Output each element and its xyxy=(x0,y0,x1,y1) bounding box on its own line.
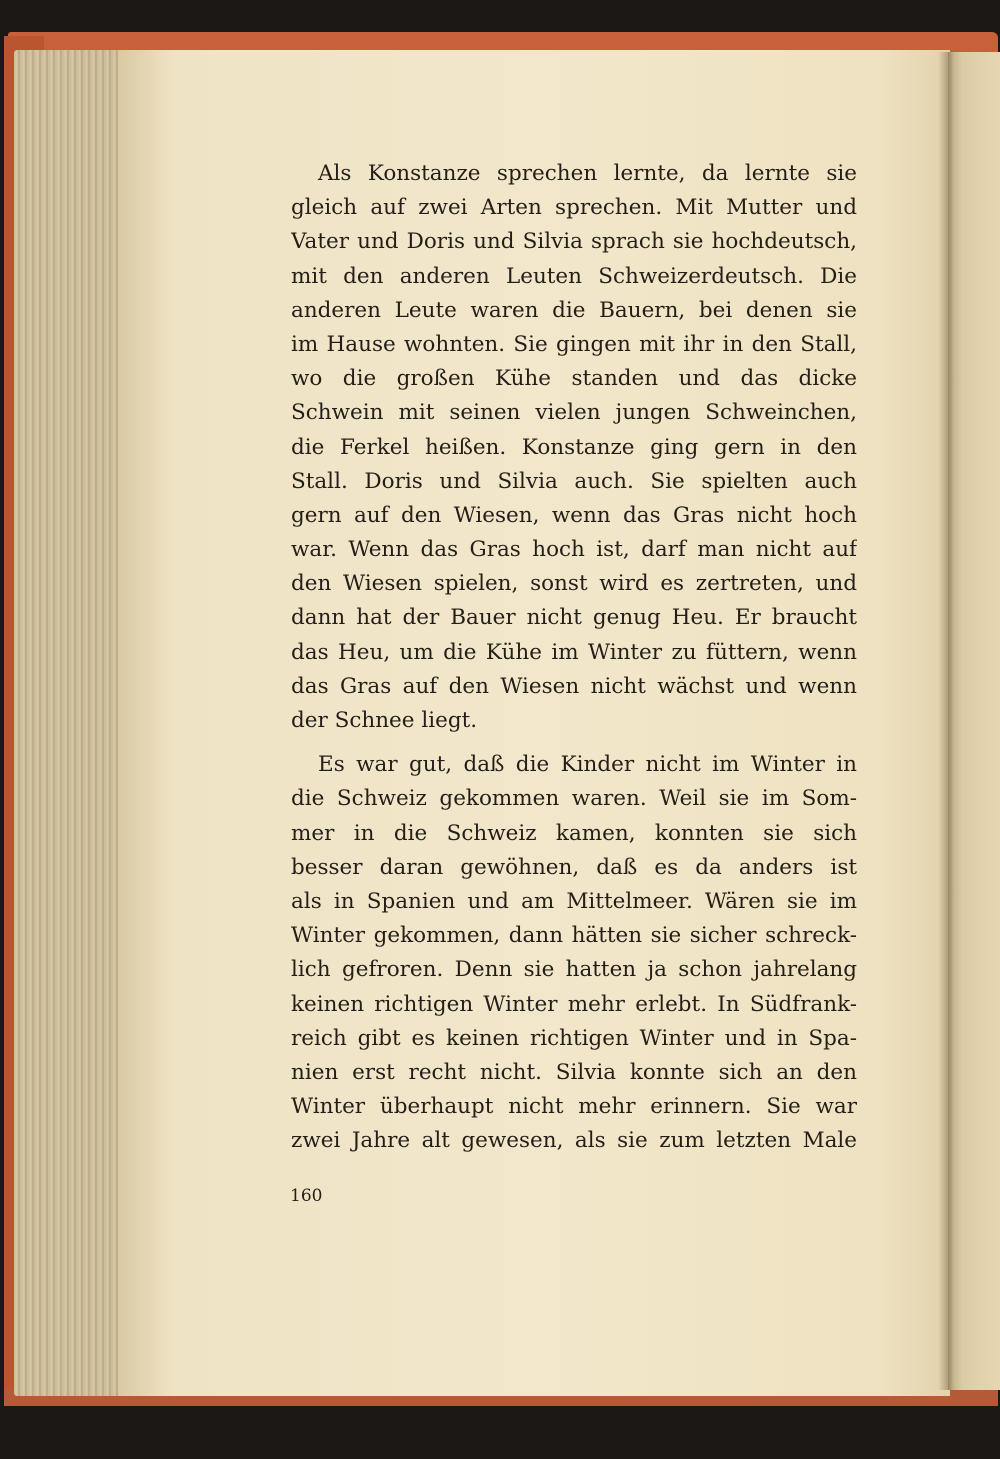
text-line: Es war gut, daß die Kinder nicht im Winter in xyxy=(318,752,857,778)
book-gutter xyxy=(938,52,954,1390)
text-line: mit den anderen Leuten Schweizerdeutsch. Die xyxy=(291,263,857,289)
facing-page-edge xyxy=(948,52,1000,1390)
text-line: gern auf den Wiesen, wenn das Gras nicht hoch xyxy=(291,502,857,528)
text-line: besser daran gewöhnen, daß es da anders ist xyxy=(291,854,857,880)
text-line: Vater und Doris und Silvia sprach sie hochdeutsch, xyxy=(291,229,857,255)
text-line: als in Spanien und am Mittelmeer. Wären sie im xyxy=(291,888,857,914)
text-line: der Schnee liegt. xyxy=(291,708,478,733)
text-line: Schwein mit seinen vielen jungen Schweinchen, xyxy=(291,400,857,426)
text-line: Als Konstanze sprechen lernte, da lernte sie xyxy=(318,161,857,186)
text-line: den Wiesen spielen, sonst wird es zertreten, und xyxy=(291,571,857,597)
text-line: dann hat der Bauer nicht genug Heu. Er braucht xyxy=(291,605,857,631)
text-line: die Ferkel heißen. Konstanze ging gern in den xyxy=(291,434,857,460)
text-line: anderen Leute waren die Bauern, bei denen sie xyxy=(291,297,857,323)
page-edges xyxy=(14,50,126,1396)
text-line: Stall. Doris und Silvia auch. Sie spielten auch xyxy=(291,468,857,494)
text-line: das Heu, um die Kühe im Winter zu füttern, wenn xyxy=(291,639,857,665)
text-line: gleich auf zwei Arten sprechen. Mit Mutter und xyxy=(291,195,857,221)
text-line: mer in die Schweiz kamen, konnten sie sich xyxy=(291,820,857,846)
text-line: die Schweiz gekommen waren. Weil sie im Som- xyxy=(291,786,857,812)
page-number: 160 xyxy=(290,1186,323,1206)
text-line: wo die großen Kühe standen und das dicke xyxy=(291,366,857,392)
text-line: keinen richtigen Winter mehr erlebt. In Südfrank- xyxy=(291,991,857,1017)
paragraph-1 xyxy=(291,157,857,738)
text-line: reich gibt es keinen richtigen Winter und in Spa- xyxy=(291,1025,857,1051)
text-line: Winter gekommen, dann hätten sie sicher schreck- xyxy=(291,923,857,949)
text-line: im Hause wohnten. Sie gingen mit ihr in den Stall, xyxy=(291,331,857,357)
text-line: lich gefroren. Denn sie hatten ja schon jahrelang xyxy=(291,957,857,983)
page-text xyxy=(291,157,857,1158)
text-line: zwei Jahre alt gewesen, als sie zum letzten Male xyxy=(291,1128,857,1154)
paragraph-gap xyxy=(291,738,857,748)
text-line: Winter überhaupt nicht mehr erinnern. Sie war xyxy=(291,1094,857,1120)
paragraph-2 xyxy=(291,748,857,1158)
text-line: nien erst recht nicht. Silvia konnte sich an den xyxy=(291,1059,857,1085)
text-line: war. Wenn das Gras hoch ist, darf man nicht auf xyxy=(291,537,857,563)
text-line: das Gras auf den Wiesen nicht wächst und wenn xyxy=(291,673,857,699)
